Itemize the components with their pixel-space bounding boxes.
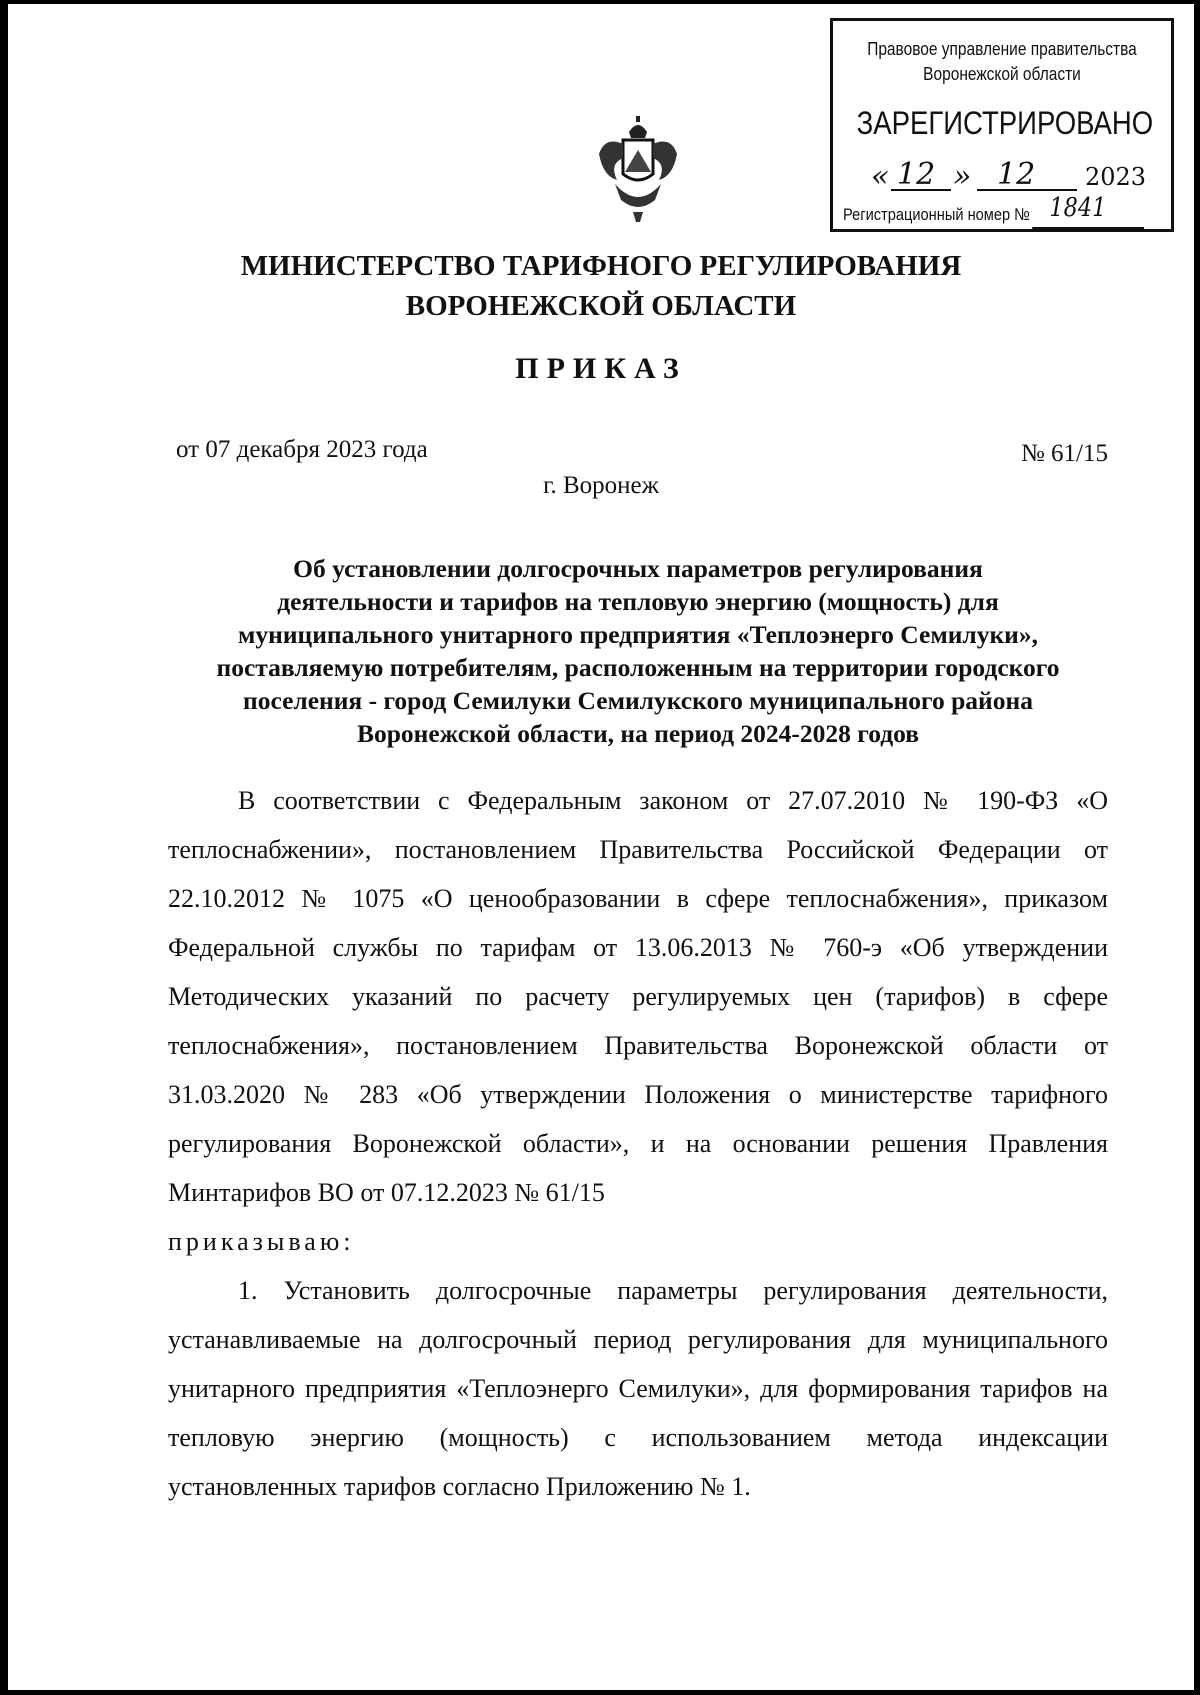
stamp-reg-number: Регистрационный номер № 1841 [843, 205, 1116, 225]
stamp-day: 12 [897, 157, 936, 192]
doc-type-title: ПРИКАЗ [515, 352, 687, 385]
order-date: от 07 декабря 2023 года [176, 436, 428, 463]
document-page [8, 4, 1194, 1690]
item-1-paragraph: 1. Установить долгосрочные параметры регулирования деятельности, устанавливаемые на долгосрочный период регулирования для муниципального унитарного предприятия «Теплоэнерго Семилуки», для формирования тарифов на тепловую энергию (мощность) с использованием метода индексации установленных тарифов согласно Приложению № 1. [168, 1276, 1108, 1501]
stamp-date: « 12 » 12 2023 [871, 157, 1147, 194]
voronezh-coat-of-arms-icon [593, 114, 683, 224]
stamp-year: 2023 [1085, 163, 1147, 191]
order-word: приказываю: [168, 1227, 355, 1256]
stamp-registered: ЗАРЕГИСТРИРОВАНО [856, 105, 1154, 141]
stamp-reg-number-value: 1841 [1049, 193, 1107, 223]
order-number: № 61/15 [1020, 440, 1108, 467]
stamp-organization: Правовое управление правительства Воронежской области [867, 39, 1137, 84]
stamp-month: 12 [997, 157, 1036, 192]
registration-stamp [830, 18, 1174, 232]
order-city: г. Воронеж [543, 472, 659, 499]
ministry-name: МИНИСТЕРСТВО ТАРИФНОГО РЕГУЛИРОВАНИЯ ВОРОНЕЖСКОЙ ОБЛАСТИ [240, 250, 962, 322]
order-subject: Об установлении долгосрочных параметров регулирования деятельности и тарифов на тепловую энергию (мощность) для муниципального унитарного предприятия «Теплоэнерго Семилуки», поставляемую потребителям, расположенным на территории городского поселения - город Семилуки Семилукского муниципального района Воронежской области, на период 2024-2028 годов [216, 554, 1060, 748]
preamble-paragraph: В соответствии с Федеральным законом от 27.07.2010 № 190-ФЗ «О теплоснабжении», постановлением Правительства Российской Федерации от 22.10.2012 № 1075 «О ценообразовании в сфере теплоснабжения», приказом Федеральной службы по тарифам от 13.06.2013 № 760-э «Об утверждении Методических указаний по расчету регулируемых цен (тарифов) в сфере теплоснабжения», постановлением Правительства Воронежской области от 31.03.2020 № 283 «Об утверждении Положения о министерстве тарифного регулирования Воронежской области», и на основании решения Правления Минтарифов ВО от 07.12.2023 № 61/15 [168, 786, 1108, 1207]
order-body [168, 776, 1108, 1511]
